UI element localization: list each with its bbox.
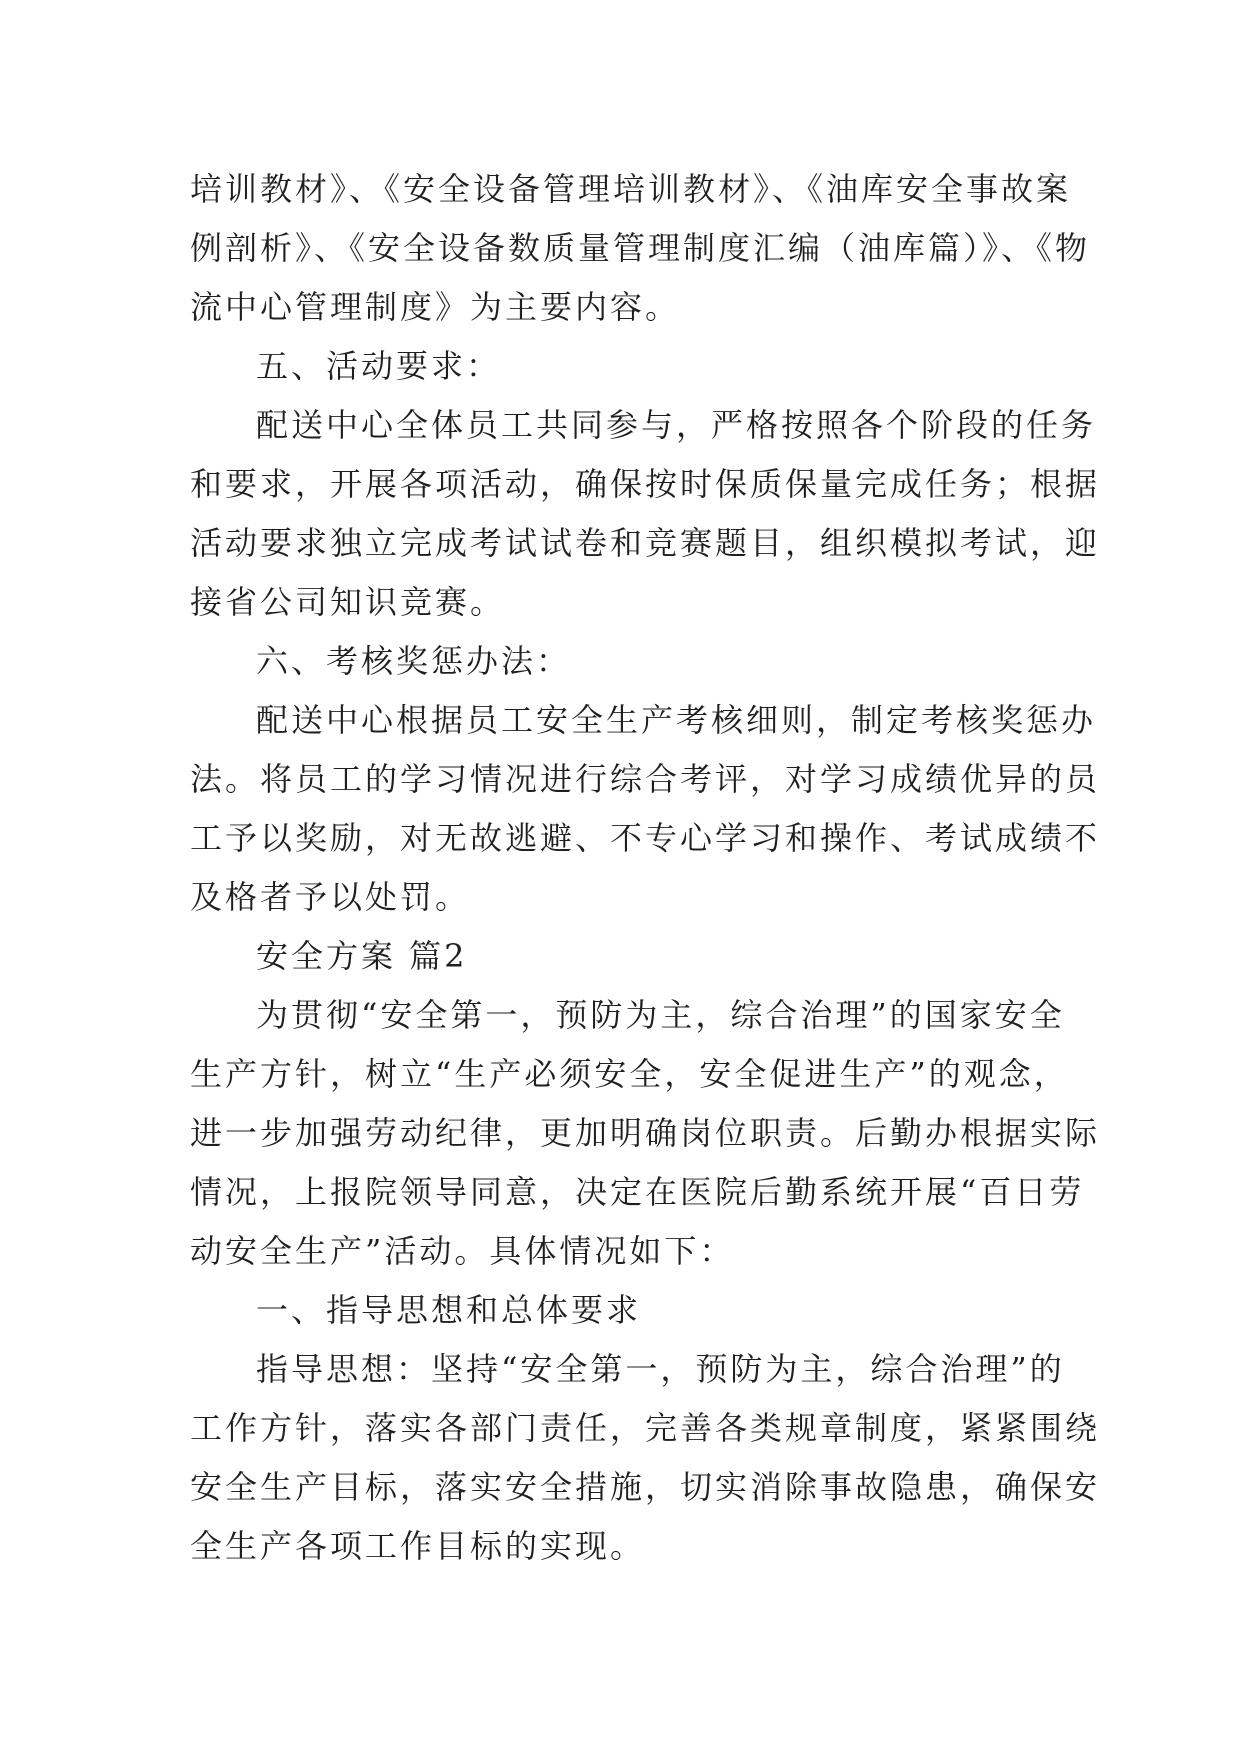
text-line: 配送中心根据员工安全生产考核细则，制定考核奖惩办 — [256, 701, 1097, 739]
text-line: 指导思想：坚持“安全第一，预防为主，综合治理”的 — [256, 1350, 1065, 1388]
text-line: 工予以奖励，对无故逃避、不专心学习和操作、考试成绩不 — [190, 819, 1101, 857]
text-line: 法。将员工的学习情况进行综合考评，对学习成绩优异的员 — [190, 760, 1101, 798]
text-line: 及格者予以处罚。 — [190, 878, 471, 916]
text-line: 接省公司知识竞赛。 — [190, 583, 506, 621]
section-heading-guiding-ideology: 一、指导思想和总体要求 — [256, 1291, 642, 1329]
text-line: 为贯彻“安全第一，预防为主，综合治理”的国家安全 — [256, 996, 1065, 1034]
text-line: 活动要求独立完成考试试卷和竞赛题目，组织模拟考试，迎 — [190, 524, 1101, 562]
text-line: 情况，上报院领导同意，决定在医院后勤系统开展“百日劳 — [190, 1173, 1085, 1211]
article-title: 安全方案 篇2 — [256, 937, 468, 975]
section-heading-assessment: 六、考核奖惩办法： — [256, 642, 572, 680]
text-line: 安全生产目标，落实安全措施，切实消除事故隐患，确保安 — [190, 1468, 1101, 1506]
text-line: 进一步加强劳动纪律，更加明确岗位职责。后勤办根据实际 — [190, 1114, 1101, 1152]
text-line: 全生产各项工作目标的实现。 — [190, 1527, 646, 1565]
text-line: 生产方针，树立“生产必须安全，安全促进生产”的观念， — [190, 1055, 1069, 1093]
text-line: 和要求，开展各项活动，确保按时保质保量完成任务；根据 — [190, 465, 1101, 503]
text-line: 流中心管理制度》为主要内容。 — [190, 288, 681, 326]
text-line: 工作方针，落实各部门责任，完善各类规章制度，紧紧围绕 — [190, 1409, 1101, 1447]
text-line: 培训教材》、《安全设备管理培训教材》、《油库安全事故案 — [190, 170, 1072, 208]
section-heading-activity-requirements: 五、活动要求： — [256, 347, 502, 385]
text-line: 配送中心全体员工共同参与，严格按照各个阶段的任务 — [256, 406, 1097, 444]
document-body — [190, 160, 1101, 1576]
text-line: 例剖析》、《安全设备数质量管理制度汇编（油库篇）》、《物 — [190, 229, 1091, 267]
text-line: 动安全生产”活动。具体情况如下： — [190, 1232, 735, 1270]
